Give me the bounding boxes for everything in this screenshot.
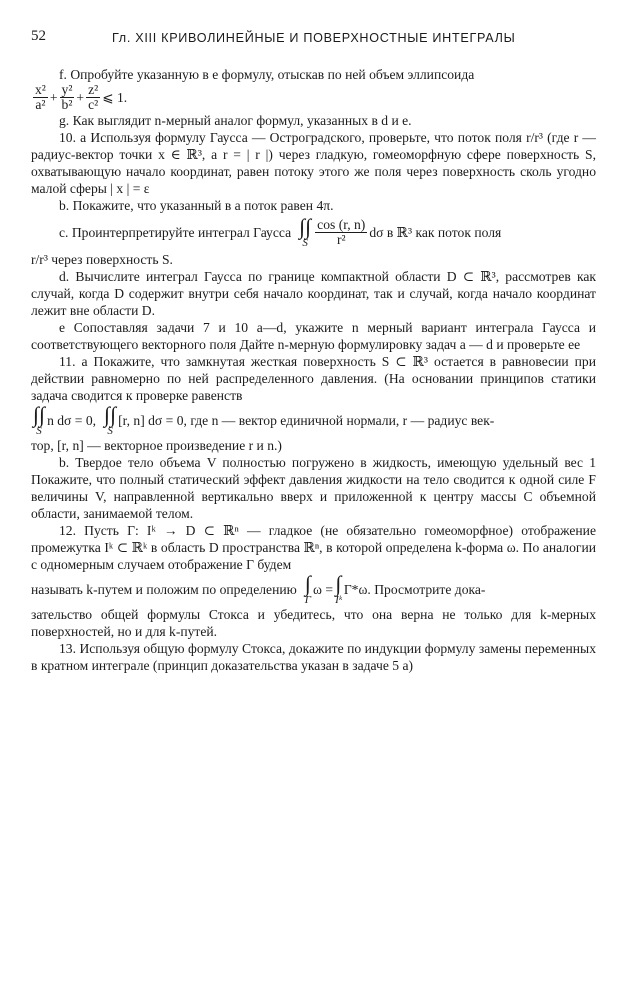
fraction-y: $\frac{\text{y²}}{\text{b²}}$ [61,82,73,112]
plus-sign: + [49,90,58,105]
problem-10c-cont: r/r³ через поверхность S. [31,252,173,267]
equilibrium-equations [31,404,596,437]
plus-sign: + [76,90,85,105]
page-number: 52 [31,28,46,44]
surface-integral: ∫∫ S [299,214,312,249]
k-path-equals: ω = [313,582,334,597]
problem-12-cont: зательство общей формулы Стокса и убедитесь, что она верна не только для k-мерных поверхностей, но и для k-путей. [31,607,596,639]
k-path-end: Γ*ω. Просмотрите дока- [343,582,486,597]
problem-11b: b. Твердое тело объема V полностью погружено в жидкость, имеющую удельный вес 1 Покажите, что полный статический эффект давления жидкости на тело сводится к одной силе F величины V, направленной вертикально вверх и приложенной к центру массы C объемной области, занимаемой телом. [31,455,596,521]
page-body [31,66,596,674]
problem-10e: e Сопоставляя задачи 7 и 10 a—d, укажите n мерный вариант интеграла Гаусса и соответствующего векторного поля Дайте n-мерную формулировку задач a — d и проверьте ее [31,320,596,352]
problem-10b: b. Покажите, что указанный в a поток равен 4π. [59,198,334,213]
problem-13: 13. Используя общую формулу Стокса, докажите по индукции формулу замены переменных в кратном интеграле (принцип доказательства указан в задаче 5 a) [31,641,596,673]
problem-10c-text: c. Проинтерпретируйте интеграл Гаусса [59,225,292,240]
running-header: Гл. XIII КРИВОЛИНЕЙНЫЕ И ПОВЕРХНОСТНЫЕ ИНТЕГРАЛЫ [112,31,516,45]
equation-1: n dσ = 0, [47,413,97,428]
equation-2: [r, n] dσ = 0, где n — вектор единичной нормали, r — радиус век- [118,413,495,428]
problem-10a: 10. a Используя формулу Гаусса — Остроградского, проверьте, что поток поля r/r³ (где r — радиус-вектор точки x ∈ ℝ³, а r = | r |) через гладкую, гомеоморфную сфере поверхность S, охватывающую начало координат, равен потоку этого же поля через поверхность сколь угодно малой сферы | x | = ε [31,130,596,196]
problem-11a: 11. a Покажите, что замкнутая жесткая поверхность S ⊂ ℝ³ остается в равновесии при действии равномерно по ней распределенного давления. (На основании принципов статики задача сводится к проверке равенств [31,354,596,403]
fraction-x: x² a² [35,82,46,112]
problem-10c-post: dσ в ℝ³ как поток поля [369,225,502,240]
ellipsoid-formula [31,83,596,112]
gauss-fraction: cos (r, n) r² [317,217,366,247]
fraction-z: $\frac{\text{z²}}{\text{c²}}$ [88,82,99,112]
problem-10c-line [31,216,596,249]
k-path-definition [31,573,596,606]
problem-11a-cont: тор, [r, n] — векторное произведение r и n.) [31,438,282,453]
problem-g: g. Как выглядит n-мерный аналог формул, указанных в d и e. [59,113,412,128]
k-path-text: называть k-путем и положим по определению [31,582,297,597]
problem-10d: d. Вычислите интеграл Гаусса по границе компактной области D ⊂ ℝ³, рассмотрев как случай, когда D содержит внутри себя начало координат, так и случай, когда начало координат лежит вне области D. [31,269,596,318]
problem-12: 12. Пусть Γ: Iᵏ → D ⊂ ℝⁿ — гладкое (не обязательно гомеоморфное) отображение промежутка Iᵏ ⊂ ℝᵏ в область D пространства ℝⁿ, в которой определена k-форма ω. По аналогии с одномерным случаем отображение Γ будем [31,523,596,572]
path-integral: ∫ Γ [304,571,312,606]
surface-integral: ∫∫ S [104,402,117,437]
surface-integral: ∫∫ S [33,402,46,437]
cube-integral: ∫ Iᵏ [335,571,342,606]
inequality-tail: ⩽ 1. [102,90,128,105]
problem-f-text: f. Опробуйте указанную в e формулу, отыскав по ней объем эллипсоида [59,67,475,82]
